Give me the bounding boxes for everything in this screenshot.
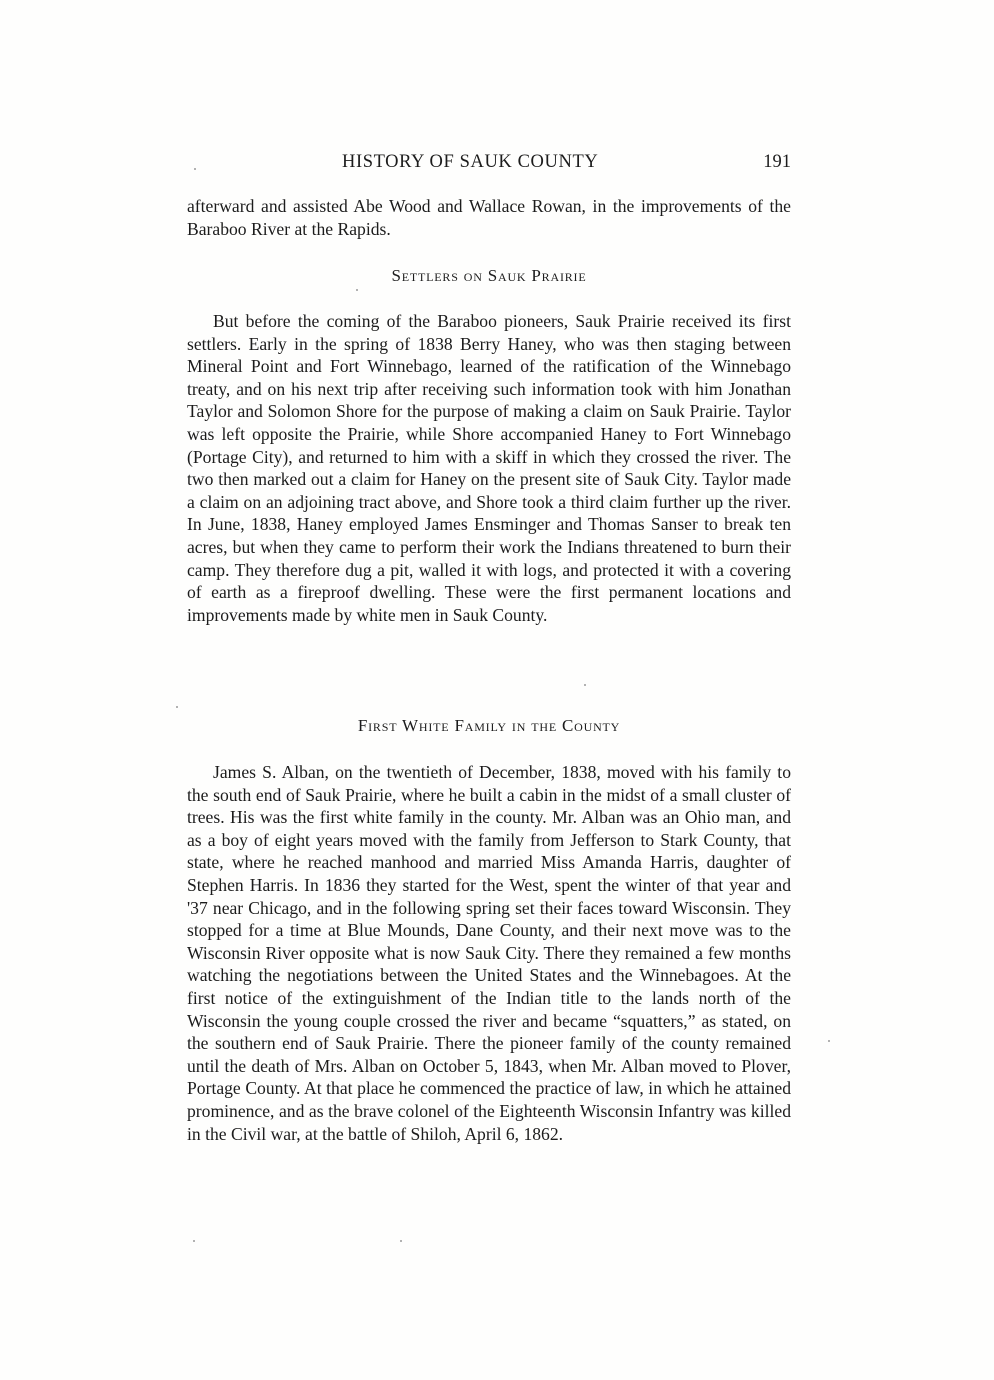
running-title: HISTORY OF SAUK COUNTY: [342, 152, 599, 172]
scan-speck: [356, 289, 358, 291]
scan-speck: [193, 1240, 195, 1242]
settlers-paragraph: But before the coming of the Baraboo pioneers, Sauk Prairie received its first settlers. Early in the spring of 1838 Berry Haney, who was then staging between Mineral Point and Fort Winnebago, learned of the ratification of the Winnebago treaty, and on his next trip after receiving such information took with him Jonathan Taylor and Solomon Shore for the purpose of making a claim on Sauk Prairie. Taylor was left opposite the Prairie, while Shore accompanied Haney to Fort Winnebago (Portage City), and returned to him with a skiff in which they crossed the river. The two then marked out a claim for Haney on the present site of Sauk City. Taylor made a claim on an adjoining tract above, and Shore took a third claim further up the river. In June, 1838, Haney employed James Ensminger and Thomas Sanser to break ten acres, but when they came to perform their work the Indians threatened to burn their camp. They therefore dug a pit, walled it with logs, and protected it with a covering of earth as a fireproof dwelling. These were the first permanent locations and improvements made by white men in Sauk County.: [187, 311, 791, 625]
first-family-paragraph: James S. Alban, on the twentieth of December, 1838, moved with his family to the south end of Sauk Prairie, where he built a cabin in the midst of a small cluster of trees. His was the first white family in the county. Mr. Alban was an Ohio man, and as a boy of eight years moved with the family from Jefferson to Stark County, that state, where he reached manhood and married Miss Amanda Harris, daughter of Stephen Harris. In 1836 they started for the West, spent the winter of that year and '37 near Chicago, and in the following spring set their faces toward Wisconsin. They stopped for a time at Blue Mounds, Dane County, and their next move was to the Wisconsin River opposite what is now Sauk City. There they remained a few months watching the negotiations between the United States and the Winnebagoes. At the first notice of the extinguishment of the Indian title to the lands north of the Wisconsin the young couple crossed the river and became “squatters,” as stated, on the southern end of Sauk Prairie. There the pioneer family of the county remained until the death of Mrs. Alban on October 5, 1843, when Mr. Alban moved to Plover, Portage County. At that place he commenced the practice of law, in which he attained prominence, and as the brave colonel of the Eighteenth Wisconsin Infantry was killed in the Civil war, at the battle of Shiloh, April 6, 1862.: [187, 762, 791, 1144]
settlers-section-body: [187, 310, 791, 626]
scan-speck: [400, 1240, 402, 1242]
running-head: [187, 152, 791, 180]
scan-speck: [828, 1040, 830, 1042]
scan-speck: [176, 706, 178, 708]
page-number: 191: [763, 152, 791, 172]
opening-paragraph: afterward and assisted Abe Wood and Wallace Rowan, in the improvements of the Baraboo River at the Rapids.: [187, 196, 791, 239]
first-family-section-body: [187, 761, 791, 1145]
scan-speck: [584, 684, 586, 686]
opening-text: [187, 195, 791, 240]
section-heading-settlers: Settlers on Sauk Prairie: [391, 266, 587, 285]
scan-speck: [194, 168, 196, 170]
section-heading-first-family: First White Family in the County: [357, 716, 621, 735]
